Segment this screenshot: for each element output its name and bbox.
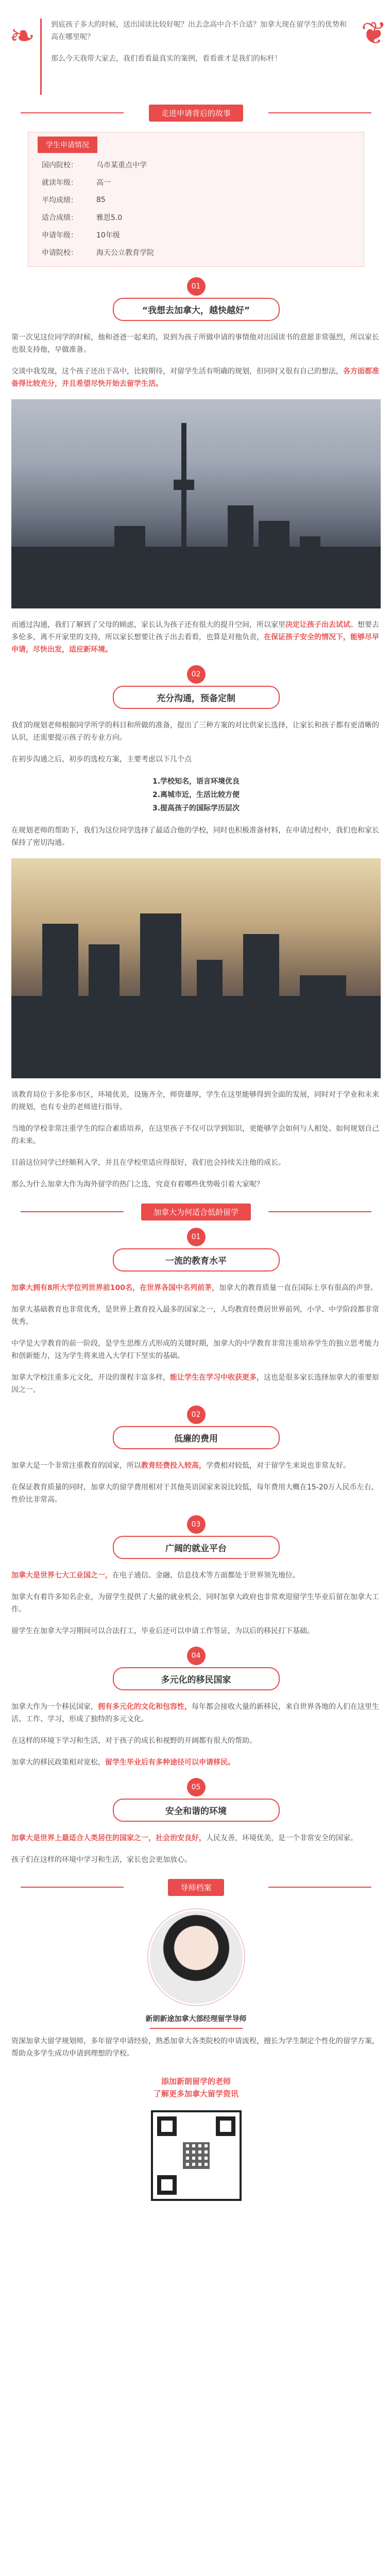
text: 加拿大学校注重多元文化，开设的课程丰富多样，: [11, 1374, 170, 1382]
building: [300, 536, 320, 608]
profile-key: 平均成绩：: [42, 196, 78, 205]
section-header-why: [0, 1200, 392, 1224]
profile-value: 85: [96, 196, 106, 204]
highlight-text: 加拿大是世界七大工业国之一，: [11, 1571, 112, 1580]
highlight-text: 决定让孩子出去试试: [285, 621, 350, 629]
step-title: 充分沟通，预备定制: [113, 686, 280, 709]
text: 在电子通信、金融、信息技术等方面都处于世界领先地位。: [112, 1571, 300, 1580]
profile-value: 海天公立教育学院: [96, 249, 154, 257]
highlight-text: 能让学生在学习中收获更多，: [170, 1374, 264, 1382]
section-header-consultant: [0, 1875, 392, 1899]
profile-value: 高一: [96, 179, 111, 187]
paragraph: 孩子们在这样的环境中学习和生活，家长也会更加放心。: [11, 1856, 192, 1864]
paragraph: 加拿大有着许多知名企业，为留学生提供了大量的就业机会，同时加拿大政府也非常欢迎留学生毕业后留在加拿大工作。: [11, 1593, 379, 1614]
cta-line: 了解更多加拿大留学资讯: [153, 2089, 238, 2098]
section-title: 加拿大为何适合低龄留学: [141, 1204, 251, 1221]
paragraph: 在保证教育质量的同时，加拿大的留学费用相对于其他英语国家来说比较低，每年费用大概在15-20万人民币左右，性价比非常高。: [11, 1483, 379, 1504]
paragraph: 那么为什么加拿大作为海外留学的热门之选，究竟有着哪些优势吸引着大家呢？: [11, 1180, 264, 1189]
step-title: 安全和谐的环境: [113, 1799, 280, 1822]
point-item: 3.提高孩子的国际学历层次: [152, 804, 240, 812]
building: [300, 975, 346, 1078]
section-title: 导师档案: [168, 1879, 224, 1896]
building: [42, 924, 78, 1078]
paragraph: [11, 1569, 381, 1582]
divider: [150, 2028, 243, 2029]
qr-finder: [157, 2175, 177, 2195]
paragraph: 当地的学校非常注重学生的综合素质培养，在这里孩子不仅可以学到知识，更能够学会如何与人相处、如何规划自己的未来。: [11, 1125, 379, 1145]
cta-text: [0, 2075, 392, 2100]
consultant-card: [0, 1909, 392, 2029]
divider: [268, 112, 371, 113]
paragraph: [11, 1756, 381, 1769]
text: 每年都会接收大量的新移民，来自世界各地的人们在这里生活、工作、学习，形成了独特的多元文化。: [11, 1703, 379, 1723]
text: 交谈中我发现，这个孩子还出于高中，比较期待，对留学生活有明确的规划，但同时又很有自己的想法，: [11, 367, 343, 376]
consultant-bio: 资深加拿大留学规划师，多年留学申请经验，熟悉加拿大各类院校的申请流程，擅长为学生制定个性化的留学方案，帮助众多学生成功申请到理想的学校。: [11, 2037, 379, 2058]
building: [228, 505, 253, 608]
divider: [21, 1887, 124, 1888]
profile-row: [38, 174, 158, 191]
profile-row: [38, 244, 158, 261]
intro-line-2: 那么今天我带大家去，我们看看最真实的案例，看看谁才是我们的标杆！: [51, 55, 282, 63]
section-title: 走进申请背后的故事: [149, 105, 243, 122]
profile-value: 乌市某重点中学: [96, 161, 147, 170]
profile-key: 申请院校：: [42, 249, 78, 257]
highlight-text: 在世界各国中名列前茅，: [139, 1284, 219, 1292]
highlight-text: 教育经费投入较高，: [141, 1462, 206, 1470]
point-item: 2.离城市近，生活比较方便: [152, 791, 240, 799]
text: 加拿大是一个非常注重教育的国家，所以: [11, 1462, 141, 1470]
step-badge: 02: [187, 1405, 206, 1424]
step-badge: 04: [187, 1647, 206, 1665]
text: 学费相对较低，对于留学生来说也非常友好。: [206, 1462, 350, 1470]
skyline-base: [11, 547, 381, 608]
city-photo-toronto: [11, 399, 381, 608]
qr-modules: [183, 2142, 210, 2169]
paragraph: 加拿大基础教育也非常优秀，是世界上教育投入最多的国家之一，人均教育经费居世界前列，小学、中学阶段都非常优秀。: [11, 1306, 379, 1326]
building: [243, 934, 279, 1078]
step-title: “我想去加拿大，越快越好”: [113, 298, 280, 321]
text: 加拿大的移民政策相对宽松，: [11, 1758, 105, 1767]
profile-row: [38, 209, 158, 226]
profile-value: 10年级: [96, 231, 120, 240]
divider: [268, 1211, 371, 1212]
highlight-text: 并且希望尽快开始去留学生活。: [62, 380, 163, 388]
selection-points: [0, 775, 392, 815]
building: [89, 944, 120, 1078]
text: 加拿大作为一个移民国家，: [11, 1703, 98, 1711]
koi-fish-icon: ❦: [361, 15, 387, 52]
paragraph: 在初步沟通之后，初步的选校方案，主要考虑以下几个点: [11, 755, 192, 764]
city-photo-vancouver: [11, 858, 381, 1078]
qr-finder: [157, 2116, 177, 2136]
intro-line-1: 到底孩子多大的时候，送出国读比较好呢？出去念高中合不合适？加拿大现在留学生的优势和高在哪里呢？: [51, 21, 347, 41]
consultant-name: 新朗新途加拿大部经理留学导师: [145, 2015, 247, 2023]
profile-tag: 学生申请情况: [38, 137, 97, 153]
profile-row: [38, 191, 158, 209]
building: [259, 521, 289, 608]
consultant-avatar: [148, 1909, 244, 2005]
cta-line: 添加新朗留学的老师: [161, 2077, 231, 2086]
text: 。想要去多伦多，离不开家里的支持，所以家长想要让孩子出去看看，也算是对他负责，: [11, 621, 379, 641]
paragraph: [11, 1282, 381, 1294]
highlight-text: 留学生毕业后有多种途径可以申请移民。: [105, 1758, 235, 1767]
text: 加拿大的教育质量一直在国际上享有很高的声誉。: [218, 1284, 378, 1292]
paragraph: [11, 1701, 381, 1725]
highlight-text: 加拿大拥有8所大学位列世界前100名，: [11, 1284, 140, 1292]
intro-box: [40, 19, 351, 95]
cn-tower-pod: [174, 480, 194, 490]
building: [114, 526, 145, 608]
qr-finder: [216, 2116, 235, 2136]
paragraph: 在规划老师的帮助下，我们为这位同学选择了最适合他的学校，同时也积极准备材料，在申请过程中，我们也和家长保持了密切沟通。: [11, 826, 379, 847]
step-title: 多元化的移民国家: [113, 1667, 280, 1690]
paragraph: [11, 365, 381, 390]
profile-key: 国内院校：: [42, 161, 78, 170]
highlight-text: 在保证孩子安全的情况下，能够尽早申请，尽快出发，适应新环境。: [11, 633, 379, 654]
divider: [268, 1887, 371, 1888]
step-badge: 02: [187, 665, 206, 684]
paragraph: 我们的规划老师根据同学所学的科目和所做的准备，提出了三种方案的对比供家长选择，让家长和孩子都有更清晰的认识，还需要提示孩子的专业方向。: [11, 721, 379, 742]
paragraph: [11, 1460, 381, 1472]
highlight-text: 拥有多元化的文化和包容性，: [98, 1703, 192, 1711]
paragraph: 留学生在加拿大学习期间可以合法打工，毕业后还可以申请工作签证，为以后的移民打下基础。: [11, 1627, 314, 1635]
profile-key: 就读年级：: [42, 179, 78, 187]
step-badge: 01: [187, 1228, 206, 1246]
paragraph: [11, 619, 381, 656]
paragraph: 在这样的环境下学习和生活，对于孩子的成长和视野的开阔都有很大的帮助。: [11, 1737, 257, 1745]
building: [140, 913, 181, 1078]
paragraph: [11, 1371, 381, 1396]
profile-value: 雅思5.0: [96, 214, 123, 222]
profile-key: 申请年级：: [42, 231, 78, 240]
section-header-story: [0, 101, 392, 125]
text: 人民友善，环境优美，是一个非常安全的国家。: [206, 1834, 357, 1842]
highlight-text: 各方面都准备得比较充分，: [11, 367, 379, 388]
profile-row: [38, 226, 158, 244]
step-badge: 01: [187, 277, 206, 296]
text: 而通过沟通，我们了解到了父母的顾虑，家长认为孩子还有很大的提升空间，所以家里: [11, 621, 285, 629]
divider: [21, 112, 124, 113]
building: [197, 960, 223, 1078]
student-profile-card: [28, 132, 364, 267]
step-badge: 05: [187, 1778, 206, 1797]
intro-banner: [0, 0, 392, 97]
text: 这也是很多家长选择加拿大的重要原因之一。: [11, 1374, 379, 1394]
paragraph: 目前这位同学已经顺利入学，并且在学校里适应得很好，我们也会持续关注他的成长。: [11, 1159, 285, 1167]
profile-row: [38, 156, 158, 174]
paragraph: 中学是大学教育的前一阶段，是学生思维方式形成的关键时期，加拿大的中学教育非常注重培养学生的独立思考能力和创新能力，这为学生将来进入大学打下坚实的基础。: [11, 1340, 379, 1360]
profile-key: 适合成绩：: [42, 214, 78, 222]
step-title: 广阔的就业平台: [113, 1536, 280, 1559]
paragraph: 第一次见这位同学的时候，他和爸爸一起来的，说到为孩子所做申请的事情他对出国读书的意愿非常强烈，所以家长也很支持他，早做准备。: [11, 333, 379, 354]
highlight-text: 加拿大是世界上最适合人类居住的国家之一，: [11, 1834, 156, 1842]
paragraph: 该教育局位于多伦多市区，环境优美，设施齐全，师资雄厚，学生在这里能够得到全面的发展，同时对于学业和未来的规划，也有专业的老师进行指导。: [11, 1091, 379, 1111]
step-title: 一流的教育水平: [113, 1248, 280, 1272]
profile-table: [38, 156, 158, 261]
divider: [21, 1211, 124, 1212]
step-title: 低廉的费用: [113, 1426, 280, 1449]
koi-fish-icon: ❧: [9, 18, 36, 54]
step-badge: 03: [187, 1515, 206, 1534]
point-item: 1.学校知名，语言环境优良: [152, 777, 240, 786]
qr-code[interactable]: [151, 2110, 242, 2201]
highlight-text: 社会治安良好，: [156, 1834, 206, 1842]
paragraph: [11, 1832, 381, 1844]
